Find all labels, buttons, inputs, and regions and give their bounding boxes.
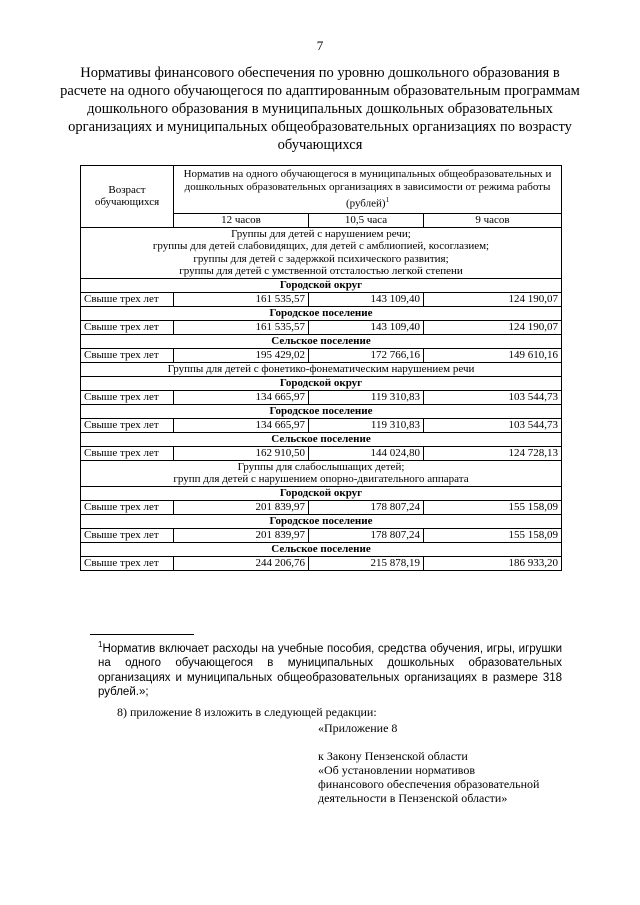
section-title: Городской округ — [81, 278, 562, 292]
footnote-separator — [90, 634, 194, 635]
section-row — [81, 432, 562, 446]
header-age: Возраст обучающихся — [81, 166, 174, 228]
value-9-hours: 186 933,20 — [424, 556, 562, 570]
section-title: Городское поселение — [81, 404, 562, 418]
table-row — [81, 390, 562, 404]
age-cell: Свыше трех лет — [81, 446, 174, 460]
age-cell: Свыше трех лет — [81, 348, 174, 362]
item-8: 8) приложение 8 изложить в следующей редакции: — [117, 705, 377, 719]
value-10-5-hours: 119 310,83 — [309, 418, 424, 432]
group-title — [81, 227, 562, 278]
group-title — [81, 460, 562, 486]
value-12-hours: 161 535,57 — [174, 320, 309, 334]
value-9-hours: 155 158,09 — [424, 528, 562, 542]
group-title-line: группы для детей с умственной отсталостью легкой степени — [179, 265, 463, 278]
value-12-hours: 201 839,97 — [174, 500, 309, 514]
group-title — [81, 362, 562, 376]
value-10-5-hours: 119 310,83 — [309, 390, 424, 404]
value-10-5-hours: 178 807,24 — [309, 500, 424, 514]
header-9-hours: 9 часов — [424, 213, 562, 227]
value-10-5-hours: 144 024,80 — [309, 446, 424, 460]
section-title: Сельское поселение — [81, 432, 562, 446]
appendix-line: к Закону Пензенской области — [318, 749, 468, 763]
table-row — [81, 500, 562, 514]
footnote-mark: 1 — [98, 640, 103, 649]
value-12-hours: 134 665,97 — [174, 418, 309, 432]
age-cell: Свыше трех лет — [81, 320, 174, 334]
value-10-5-hours: 178 807,24 — [309, 528, 424, 542]
table-row — [81, 556, 562, 570]
group-title-line: группы для детей с задержкой психического развития; — [193, 252, 449, 265]
header-norm-footnote-mark: 1 — [385, 196, 390, 204]
age-cell: Свыше трех лет — [81, 390, 174, 404]
value-9-hours: 124 190,07 — [424, 320, 562, 334]
header-norm — [174, 166, 562, 214]
group-title-line: Группы для детей с фонетико-фонематическим нарушением речи — [167, 362, 475, 375]
group-row — [81, 460, 562, 486]
age-cell: Свыше трех лет — [81, 528, 174, 542]
group-title-line: групп для детей с нарушением опорно-двигательного аппарата — [173, 473, 469, 486]
appendix-line: «Об установлении нормативов — [318, 763, 476, 777]
value-12-hours: 244 206,76 — [174, 556, 309, 570]
value-12-hours: 134 665,97 — [174, 390, 309, 404]
group-title-line: Группы для детей с нарушением речи; — [231, 227, 411, 240]
appendix-line: деятельности в Пензенской области» — [318, 791, 508, 805]
document-title: Нормативы финансового обеспечения по уровню дошкольного образования в расчете на одного обучающегося по адаптированным образовательным программам дошкольного образования в муниципальных дошкольных образовательных организациях и муниципальных общеобразовательных организациях по возрасту обучающихся — [60, 65, 580, 153]
appendix-line: финансового обеспечения образовательной — [318, 777, 540, 791]
value-12-hours: 161 535,57 — [174, 292, 309, 306]
table-row — [81, 446, 562, 460]
value-9-hours: 124 728,13 — [424, 446, 562, 460]
page-number: 7 — [316, 38, 324, 53]
section-title: Городское поселение — [81, 306, 562, 320]
section-row — [81, 486, 562, 500]
section-title: Городской округ — [81, 486, 562, 500]
group-title-line: Группы для слабослышащих детей; — [237, 460, 405, 473]
age-cell: Свыше трех лет — [81, 500, 174, 514]
table-row — [81, 292, 562, 306]
group-row — [81, 227, 562, 278]
section-row — [81, 514, 562, 528]
value-9-hours: 149 610,16 — [424, 348, 562, 362]
section-row — [81, 278, 562, 292]
value-10-5-hours: 143 109,40 — [309, 292, 424, 306]
age-cell: Свыше трех лет — [81, 292, 174, 306]
table-row — [81, 348, 562, 362]
norms-table — [80, 165, 562, 571]
header-norm-text: Норматив на одного обучающегося в муниципальных общеобразовательных и дошкольных образовательных организациях в зависимости от режима работы (рублей) — [183, 168, 552, 210]
section-title: Городское поселение — [81, 514, 562, 528]
section-title: Городской округ — [81, 376, 562, 390]
value-9-hours: 124 190,07 — [424, 292, 562, 306]
table-row — [81, 528, 562, 542]
section-row — [81, 376, 562, 390]
section-title: Сельское поселение — [81, 542, 562, 556]
section-row — [81, 404, 562, 418]
table-row — [81, 418, 562, 432]
value-9-hours: 103 544,73 — [424, 418, 562, 432]
header-12-hours: 12 часов — [174, 213, 309, 227]
value-12-hours: 162 910,50 — [174, 446, 309, 460]
value-9-hours: 155 158,09 — [424, 500, 562, 514]
header-10-5-hours: 10,5 часа — [309, 213, 424, 227]
appendix-title: «Приложение 8 — [318, 721, 398, 735]
group-title-line: группы для детей слабовидящих, для детей с амблиопией, косоглазием; — [152, 240, 490, 253]
age-cell: Свыше трех лет — [81, 556, 174, 570]
value-12-hours: 195 429,02 — [174, 348, 309, 362]
footnote — [98, 638, 562, 700]
section-row — [81, 542, 562, 556]
age-cell: Свыше трех лет — [81, 418, 174, 432]
value-9-hours: 103 544,73 — [424, 390, 562, 404]
section-row — [81, 334, 562, 348]
section-row — [81, 306, 562, 320]
value-10-5-hours: 143 109,40 — [309, 320, 424, 334]
section-title: Сельское поселение — [81, 334, 562, 348]
value-10-5-hours: 215 878,19 — [309, 556, 424, 570]
group-row — [81, 362, 562, 376]
table-row — [81, 320, 562, 334]
footnote-text: Норматив включает расходы на учебные пособия, средства обучения, игры, игрушки на одного обучающегося в муниципальных дошкольных образовательных организациях и муниципальных общеобразовательных организациях в размере 318 рублей.»; — [98, 642, 562, 699]
value-12-hours: 201 839,97 — [174, 528, 309, 542]
value-10-5-hours: 172 766,16 — [309, 348, 424, 362]
